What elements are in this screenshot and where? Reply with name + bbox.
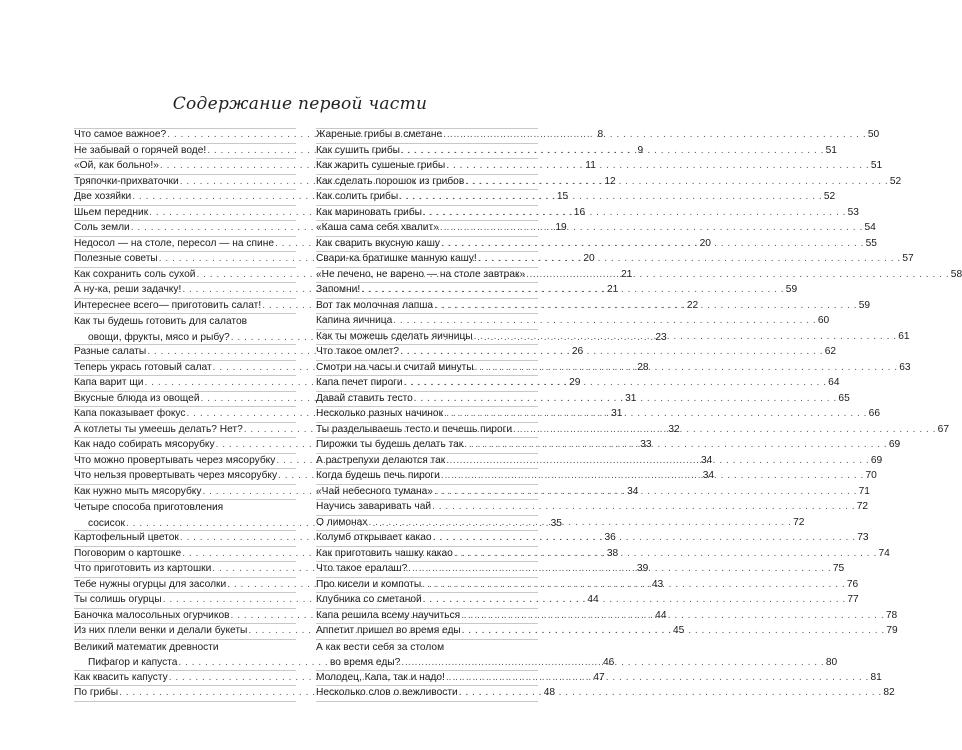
toc-entry-title: Аппетит пришел во время еды <box>316 625 461 636</box>
dot-leader <box>401 143 824 159</box>
toc-entry-title: О лимонах <box>316 516 368 528</box>
toc-entry-page: 44 <box>587 594 599 605</box>
page-title: Содержание первой части <box>172 94 428 114</box>
toc-entry-title: Полезные советы <box>74 253 158 264</box>
toc-entry-title: Капа варит щи <box>74 377 144 388</box>
toc-entry-title: Смотри на часы и считай минуты <box>316 361 474 373</box>
toc-entry-title: Баночка малосольных огурчиков <box>74 609 230 621</box>
dot-leader <box>446 158 869 174</box>
toc-entry-page: 12 <box>604 175 616 187</box>
toc-entry-page: 44 <box>655 609 667 621</box>
dot-leader <box>440 220 863 236</box>
toc-entry-title: Что приготовить из картошки <box>74 563 212 574</box>
dot-leader <box>474 329 897 345</box>
toc-entry-page: 43 <box>651 578 664 590</box>
toc-entry-page: 52 <box>889 175 902 187</box>
toc-entry-page: 72 <box>793 516 805 528</box>
toc-entry-page: 45 <box>672 625 685 636</box>
toc-entry-title: «Каша сама себя хвалит» <box>316 222 439 233</box>
dot-leader <box>368 515 791 531</box>
toc-entry-page: 80 <box>825 657 838 668</box>
toc-entry-page: 57 <box>902 253 914 264</box>
toc-entry-page: 75 <box>832 563 845 574</box>
toc-entry-page: 67 <box>937 423 949 435</box>
toc-entry-page: 59 <box>858 299 871 311</box>
toc-entry-title: «Не печено, не варено — на столе завтрак» <box>316 268 526 280</box>
toc-entry-title: Как квасить капусту <box>74 671 168 683</box>
toc-entry-page: 21 <box>606 284 619 295</box>
toc-entry-title: Интереснее всего— приготовить салат! <box>74 299 262 311</box>
toc-entry-title: Как сделать порошок из грибов <box>316 175 465 187</box>
dot-leader <box>443 127 866 143</box>
toc-entry-page: 50 <box>867 129 880 140</box>
toc-entry-title: Как надо собирать мясорубку <box>74 439 215 450</box>
dot-leader <box>461 608 884 624</box>
dot-leader <box>408 561 831 577</box>
toc-entry-page: 52 <box>823 191 836 202</box>
toc-entry-page: 60 <box>817 315 830 326</box>
toc-entry-page: 64 <box>828 377 840 388</box>
toc-entry-title: Четыре способа приготовления <box>74 502 224 513</box>
toc-entry-page: 69 <box>888 439 901 450</box>
toc-entry-page: 26 <box>571 346 584 357</box>
toc-entry-title: По грибы <box>74 687 119 698</box>
toc-entry-page: 15 <box>556 191 569 202</box>
toc-entry-title-continued: сосисок <box>88 517 125 529</box>
toc-entry-page: 38 <box>606 547 619 559</box>
dot-leader <box>400 344 823 360</box>
toc-entry-title: Как ты будешь готовить для салатов <box>74 316 248 327</box>
dot-leader <box>422 577 845 593</box>
toc-entry-title: Жареные грибы в сметане <box>316 129 443 140</box>
dot-leader <box>399 189 822 205</box>
dot-leader <box>441 236 864 252</box>
toc-entry-title: Несколько разных начинок <box>316 408 444 419</box>
toc-entry-title: Запомни! <box>316 284 361 295</box>
dot-leader <box>475 360 898 376</box>
toc-entry-page: 51 <box>825 144 837 156</box>
toc-entry-title: Соль земли <box>74 222 130 233</box>
dot-leader <box>433 530 856 546</box>
toc-entry-title: Картофельный цветок <box>74 532 179 543</box>
toc-entry-page: 34 <box>627 485 639 497</box>
dot-leader <box>441 468 864 484</box>
toc-entry-page: 34 <box>702 470 715 481</box>
dot-leader <box>434 298 857 314</box>
toc-entry-page: 54 <box>864 222 876 233</box>
toc-entry-page: 69 <box>870 454 883 466</box>
toc-entry-line <box>316 640 538 656</box>
toc-entry-page: 34 <box>700 454 713 466</box>
toc-entry-page: 28 <box>637 361 649 373</box>
toc-entry-title: Ты солишь огурцы <box>74 594 162 605</box>
toc-entry-line <box>74 314 296 330</box>
toc-entry-title: «Ой, как больно!» <box>74 160 159 171</box>
toc-entry-title: Что можно провертывать через мясорубку <box>74 454 276 466</box>
toc-entry-page: 39 <box>636 563 649 574</box>
toc-entry-page: 82 <box>883 687 895 698</box>
toc-entry-title-continued: Пифагор и капуста <box>88 657 178 668</box>
dot-leader <box>464 437 887 453</box>
toc-entry-title: Как нужно мыть мясорубку <box>74 485 202 497</box>
toc-entry[interactable] <box>316 144 837 160</box>
toc-entry-title: Шьем передник <box>74 206 149 218</box>
toc-entry-page: 58 <box>950 268 962 280</box>
toc-entry-title: Из них плели венки и делали букеты <box>74 625 248 636</box>
toc-entry-title: Что нельзя провертывать через мясорубку <box>74 470 278 481</box>
toc-entry-title: Молодец, Капа, так и надо! <box>316 671 445 683</box>
toc-entry-page: 53 <box>847 206 859 218</box>
toc-entry-page: 21 <box>621 268 633 280</box>
dot-leader <box>446 453 869 469</box>
toc-entry-page: 76 <box>846 578 859 590</box>
toc-entry-title: Свари-ка братишке манную кашу! <box>316 253 477 264</box>
toc-entry[interactable] <box>316 500 869 516</box>
dot-leader <box>446 670 869 686</box>
toc-entry-page: 61 <box>898 330 910 342</box>
toc-entry-title-continued: овощи, фрукты, мясо и рыбу? <box>88 331 230 343</box>
toc-entry-title: Ты разделываешь тесто и печешь пироги <box>316 423 513 435</box>
toc-entry-page: 72 <box>856 501 869 512</box>
toc-entry-title: Научись заваривать чай <box>316 501 432 512</box>
toc-entry-page: 16 <box>573 206 586 218</box>
toc-entry-page: 79 <box>886 625 898 636</box>
dot-leader <box>444 406 867 422</box>
toc-entry-page: 70 <box>865 470 877 481</box>
toc-entry-title: Когда будешь печь пироги <box>316 470 440 481</box>
toc-entry-title: Недосол — на столе, пересол — на спине <box>74 237 275 249</box>
toc-entry-title: Как солить грибы <box>316 191 399 202</box>
toc-entry-page: 65 <box>838 392 850 404</box>
toc-entry-title: Как сохранить соль сухой <box>74 268 196 280</box>
toc-entry-page: 46 <box>603 657 615 668</box>
toc-entry-title: Великий математик древности <box>74 641 219 653</box>
toc-entry-page: 73 <box>857 532 869 543</box>
toc-entry-page: 32 <box>668 423 680 435</box>
toc-entry-title: Как сварить вкусную кашу <box>316 237 440 249</box>
toc-entry-page: 19 <box>555 222 567 233</box>
toc-entry-page: 9 <box>637 144 644 156</box>
dot-leader <box>462 623 885 639</box>
toc-entry-page: 11 <box>585 160 596 171</box>
dot-leader <box>459 685 882 701</box>
toc-entry-title: Тряпочки-прихваточки <box>74 175 179 187</box>
toc-entry-title: Тебе нужны огурцы для засолки <box>74 578 227 590</box>
toc-entry-title-continued: во время еды? <box>330 657 401 668</box>
toc-entry[interactable] <box>316 128 880 144</box>
dot-leader <box>465 174 888 190</box>
toc-entry-page: 31 <box>625 392 637 404</box>
toc-entry-page: 47 <box>593 671 605 683</box>
toc-entry-page: 29 <box>569 377 581 388</box>
dot-leader <box>432 499 855 515</box>
toc-entry-title: Капа решила всему научиться <box>316 609 461 621</box>
toc-entry-page: 23 <box>655 331 667 343</box>
toc-entry-title: А как вести себя за столом <box>316 641 445 653</box>
toc-entry-page: 66 <box>868 408 880 419</box>
toc-entry-title: Что такое ералаш? <box>316 563 408 574</box>
toc-entry-page: 63 <box>899 361 911 373</box>
dot-leader <box>401 655 824 671</box>
toc-entry-line <box>74 500 296 516</box>
toc-entry-title: Капина яичница <box>316 315 393 326</box>
dot-leader <box>434 484 857 500</box>
toc-entry-page: 71 <box>858 485 870 497</box>
dot-leader <box>414 391 837 407</box>
toc-entry-title: Как ты можешь сделать яичницы <box>316 330 473 342</box>
toc-entry-title: Про кисели и компоты <box>316 578 422 590</box>
toc-entry[interactable] <box>316 314 830 330</box>
toc-entry-title: Давай ставить тесто <box>316 392 413 404</box>
toc-entry-title: Пирожки ты будешь делать так <box>316 439 464 450</box>
toc-entry-page: 36 <box>604 532 616 543</box>
toc-entry-title: А растрепухи делаются так <box>316 454 446 466</box>
toc-entry-page: 20 <box>583 253 595 264</box>
toc-entry-title: А котлеты ты умеешь делать? Нет? <box>74 423 243 435</box>
dot-leader <box>454 546 877 562</box>
toc-entry-page: 22 <box>686 299 699 311</box>
toc-entry-page: 62 <box>824 346 837 357</box>
toc-entry-title: Клубника со сметаной <box>316 594 422 605</box>
toc-entry-title: Поговорим о картошке <box>74 547 182 559</box>
dot-leader <box>478 251 901 267</box>
dot-leader <box>404 375 827 391</box>
toc-entry-title: Не забывай о горячей воде! <box>74 144 207 156</box>
toc-entry-title: «Чай небесного тумана» <box>316 485 433 497</box>
toc-entry-line <box>74 640 296 656</box>
toc-entry-page: 35 <box>550 517 562 529</box>
toc-entry-title: Две хозяйки <box>74 191 132 202</box>
toc-entry-title: Колумб открывает какао <box>316 532 432 543</box>
toc-entry-title: Как жарить сушеные грибы <box>316 160 446 171</box>
dot-leader <box>423 205 846 221</box>
toc-entry-page: 77 <box>847 594 859 605</box>
toc-entry-page: 31 <box>611 408 623 419</box>
toc-entry-title: Вот так молочная лапша <box>316 299 434 311</box>
dot-leader <box>361 282 784 298</box>
toc-entry-title: Капа печет пироги <box>316 377 403 388</box>
dot-leader <box>526 267 949 283</box>
toc-entry-page: 74 <box>878 547 890 559</box>
toc-entry-title: Как приготовить чашку какао <box>316 547 453 559</box>
toc-entry-title: Как мариновать грибы <box>316 206 422 218</box>
dot-leader <box>423 592 846 608</box>
toc-entry-title: Что такое омлет? <box>316 346 400 357</box>
toc-entry-page: 51 <box>870 160 883 171</box>
dot-leader <box>393 313 816 329</box>
toc-entry-title: Вкусные блюда из овощей <box>74 392 200 404</box>
toc-entry-page: 8 <box>597 129 604 140</box>
toc-entry-title: Теперь укрась готовый салат <box>74 361 212 373</box>
toc-entry-title: Как сушить грибы <box>316 144 400 156</box>
toc-entry-title: Несколько слов о вежливости <box>316 687 458 698</box>
toc-entry-page: 78 <box>885 609 898 621</box>
toc-entry-title: Что самое важное? <box>74 129 167 140</box>
toc-entry-title: Капа показывает фокус <box>74 408 186 419</box>
toc-entry-page: 59 <box>785 284 798 295</box>
toc-entry-page: 48 <box>543 687 556 698</box>
toc-entry-page: 55 <box>865 237 877 249</box>
toc-entry-title: А ну-ка, реши задачку! <box>74 284 182 295</box>
toc-entry-page: 33 <box>640 439 652 450</box>
toc-entry-page: 81 <box>870 671 882 683</box>
toc-entry-title: Разные салаты <box>74 346 147 357</box>
toc-entry-page: 20 <box>699 237 711 249</box>
dot-leader <box>513 422 936 438</box>
